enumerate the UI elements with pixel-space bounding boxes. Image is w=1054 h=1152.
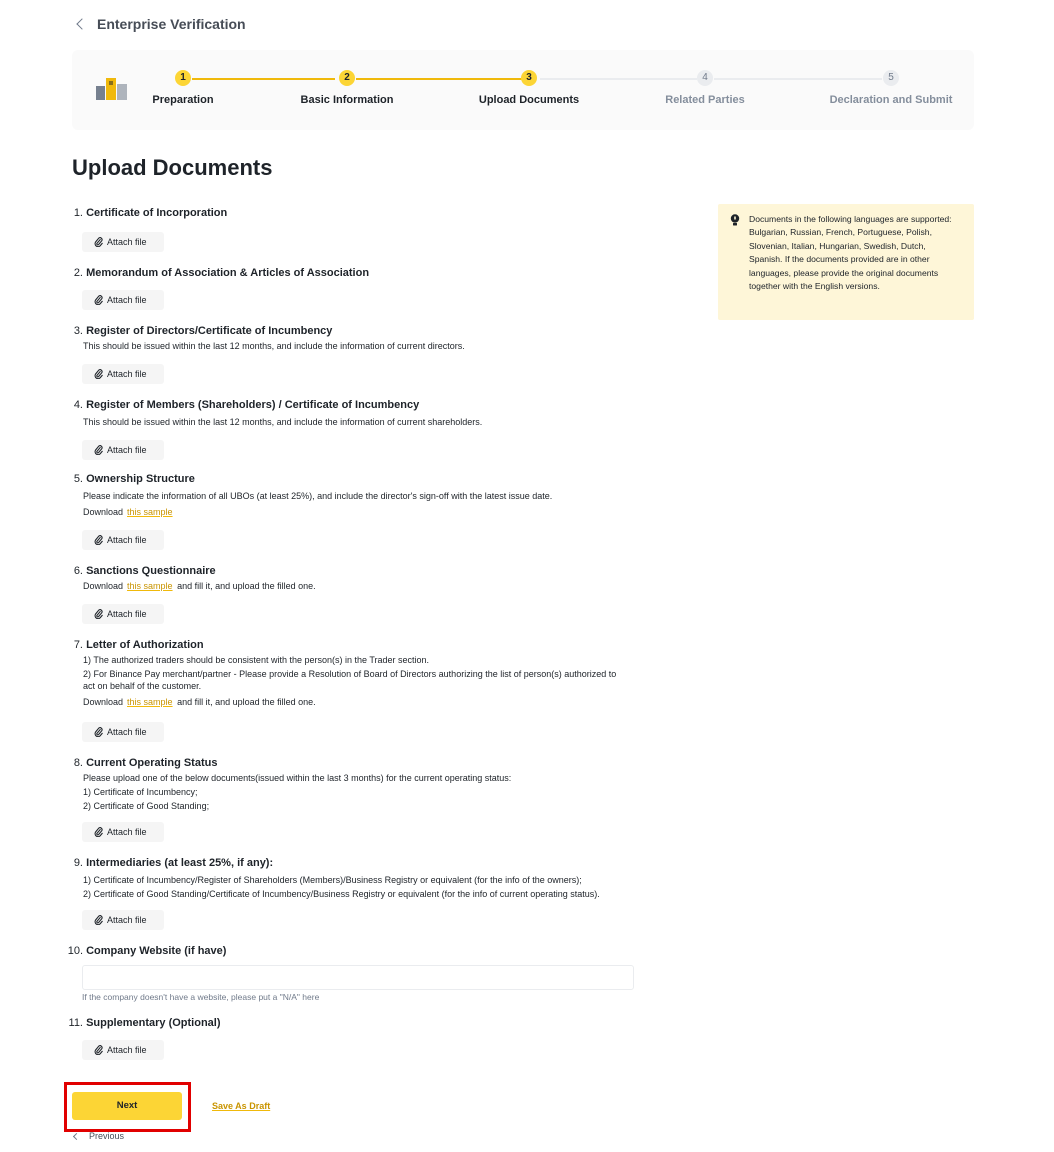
document-title-text: Register of Members (Shareholders) / Certificate of Incumbency bbox=[86, 399, 420, 411]
step-label: Basic Information bbox=[300, 94, 394, 106]
document-number: 8. bbox=[73, 757, 83, 769]
attach-file-label: Attach file bbox=[107, 295, 147, 305]
document-number: 11. bbox=[68, 1017, 83, 1029]
document-title-text: Certificate of Incorporation bbox=[86, 207, 228, 219]
document-description: 1) The authorized traders should be consistent with the person(s) in the Trader section. bbox=[83, 655, 430, 665]
document-item bbox=[58, 564, 658, 592]
attach-file-button[interactable] bbox=[82, 232, 164, 252]
step-preparation bbox=[93, 70, 273, 106]
save-as-draft-link[interactable]: Save As Draft bbox=[212, 1101, 271, 1111]
download-sample-line bbox=[58, 580, 658, 592]
attach-file-button[interactable] bbox=[82, 364, 164, 384]
page-title: Upload Documents bbox=[72, 155, 273, 180]
document-title-text: Supplementary (Optional) bbox=[86, 1017, 221, 1029]
document-title-text: Current Operating Status bbox=[86, 757, 218, 769]
document-title bbox=[58, 206, 658, 220]
attach-file-button[interactable] bbox=[82, 722, 164, 742]
sample-link[interactable]: this sample bbox=[127, 581, 173, 591]
document-title bbox=[58, 944, 658, 958]
attach-file-label: Attach file bbox=[107, 369, 147, 379]
document-description: This should be issued within the last 12 months, and include the information of current shareholders. bbox=[83, 417, 483, 427]
download-label: Download bbox=[83, 581, 124, 591]
document-number: 7. bbox=[73, 639, 83, 651]
lightbulb-icon bbox=[730, 214, 740, 226]
document-title bbox=[58, 564, 658, 578]
paperclip-icon bbox=[94, 445, 103, 455]
document-title bbox=[58, 472, 658, 486]
language-tip-box bbox=[718, 204, 974, 320]
document-description: 1) Certificate of Incumbency; bbox=[83, 787, 198, 797]
paperclip-icon bbox=[94, 609, 103, 619]
attach-file-button[interactable] bbox=[82, 910, 164, 930]
header-title: Enterprise Verification bbox=[97, 16, 246, 32]
document-number: 3. bbox=[73, 325, 83, 337]
document-number: 9. bbox=[73, 857, 83, 869]
attach-file-button[interactable] bbox=[82, 822, 164, 842]
attach-file-label: Attach file bbox=[107, 237, 147, 247]
download-label: Download bbox=[83, 697, 124, 707]
attach-file-label: Attach file bbox=[107, 609, 147, 619]
website-input-hint: If the company doesn't have a website, please put a "N/A" here bbox=[82, 992, 320, 1002]
step-label: Upload Documents bbox=[478, 94, 580, 106]
sample-link[interactable]: this sample bbox=[127, 697, 173, 707]
document-description: 2) Certificate of Good Standing; bbox=[83, 801, 210, 811]
highlight-box bbox=[64, 1082, 191, 1132]
document-description: 1) Certificate of Incumbency/Register of Shareholders (Members)/Business Registry or equivalent (for the info of the owners); bbox=[83, 875, 582, 885]
document-title-text: Intermediaries (at least 25%, if any): bbox=[86, 857, 274, 869]
document-item bbox=[58, 1016, 658, 1030]
paperclip-icon bbox=[94, 727, 103, 737]
previous-label: Previous bbox=[89, 1131, 125, 1141]
document-item bbox=[58, 856, 658, 900]
document-title bbox=[58, 856, 658, 870]
step-label: Related Parties bbox=[665, 94, 745, 106]
step-label: Declaration and Submit bbox=[829, 94, 953, 106]
step-label: Preparation bbox=[152, 94, 214, 106]
document-description: This should be issued within the last 12 months, and include the information of current directors. bbox=[83, 341, 465, 351]
document-number: 10. bbox=[67, 945, 83, 957]
next-button[interactable]: Next bbox=[72, 1092, 182, 1120]
paperclip-icon bbox=[94, 1045, 103, 1055]
download-sample-line bbox=[58, 696, 658, 708]
attach-file-label: Attach file bbox=[107, 1045, 147, 1055]
chevron-left-icon bbox=[73, 1132, 80, 1139]
attach-file-label: Attach file bbox=[107, 727, 147, 737]
step-number: 1 bbox=[175, 70, 191, 86]
document-item bbox=[58, 472, 658, 518]
document-title bbox=[58, 638, 658, 652]
previous-link[interactable] bbox=[74, 1131, 124, 1141]
step-declaration-submit bbox=[801, 70, 981, 106]
document-title bbox=[58, 324, 658, 338]
progress-stepper bbox=[72, 50, 974, 130]
step-number: 4 bbox=[697, 70, 713, 86]
document-description: 2) Certificate of Good Standing/Certificate of Incumbency/Business Registry or equivalent (for the info of current operating status). bbox=[83, 889, 600, 899]
attach-file-button[interactable] bbox=[82, 604, 164, 624]
attach-file-button[interactable] bbox=[82, 1040, 164, 1060]
paperclip-icon bbox=[94, 535, 103, 545]
document-item bbox=[58, 756, 658, 812]
step-related-parties bbox=[615, 70, 795, 106]
tip-text: Documents in the following languages are supported: Bulgarian, Russian, French, Portuguese, Polish, Slovenian, Italian, Hungarian, Swedish, Dutch, Spanish. If the documents provided are in other languages, please provide the original documents together with the English versions. bbox=[749, 214, 952, 292]
after-link-text: and fill it, and upload the filled one. bbox=[177, 581, 316, 591]
document-number: 5. bbox=[73, 473, 83, 485]
document-title-text: Ownership Structure bbox=[86, 473, 195, 485]
document-number: 4. bbox=[73, 399, 83, 411]
document-number: 1. bbox=[73, 207, 83, 219]
document-item bbox=[58, 324, 658, 352]
paperclip-icon bbox=[94, 369, 103, 379]
document-title-text: Memorandum of Association & Articles of Association bbox=[86, 267, 370, 279]
paperclip-icon bbox=[94, 237, 103, 247]
attach-file-button[interactable] bbox=[82, 290, 164, 310]
document-title bbox=[58, 756, 658, 770]
document-item bbox=[58, 398, 658, 428]
step-upload-documents bbox=[439, 70, 619, 106]
document-description: 2) For Binance Pay merchant/partner - Please provide a Resolution of Board of Directors authorizing the list of person(s) authorized to act on behalf of the customer. bbox=[83, 669, 617, 691]
document-title bbox=[58, 266, 658, 280]
attach-file-button[interactable] bbox=[82, 530, 164, 550]
step-basic-information bbox=[257, 70, 437, 106]
after-link-text: and fill it, and upload the filled one. bbox=[177, 697, 316, 707]
paperclip-icon bbox=[94, 295, 103, 305]
back-chevron-icon[interactable] bbox=[76, 18, 87, 29]
attach-file-button[interactable] bbox=[82, 440, 164, 460]
document-title-text: Company Website (if have) bbox=[86, 945, 227, 957]
document-item bbox=[58, 266, 658, 280]
step-number: 2 bbox=[339, 70, 355, 86]
document-title bbox=[58, 398, 658, 412]
document-title bbox=[58, 1016, 658, 1030]
step-number: 5 bbox=[883, 70, 899, 86]
sample-link[interactable]: this sample bbox=[127, 507, 173, 517]
download-sample-line bbox=[58, 506, 658, 518]
document-description: Please upload one of the below documents(issued within the last 3 months) for the current operating status: bbox=[83, 773, 512, 783]
download-label: Download bbox=[83, 507, 124, 517]
paperclip-icon bbox=[94, 827, 103, 837]
document-description: Please indicate the information of all UBOs (at least 25%), and include the director's sign-off with the latest issue date. bbox=[83, 491, 553, 501]
document-title-text: Letter of Authorization bbox=[86, 639, 204, 651]
document-item bbox=[58, 638, 658, 708]
document-title-text: Register of Directors/Certificate of Incumbency bbox=[86, 325, 333, 337]
document-number: 6. bbox=[73, 565, 83, 577]
attach-file-label: Attach file bbox=[107, 827, 147, 837]
company-website-input[interactable] bbox=[82, 965, 634, 990]
document-item bbox=[58, 944, 658, 958]
attach-file-label: Attach file bbox=[107, 445, 147, 455]
step-number: 3 bbox=[521, 70, 537, 86]
attach-file-label: Attach file bbox=[107, 535, 147, 545]
document-item bbox=[58, 206, 658, 220]
attach-file-label: Attach file bbox=[107, 915, 147, 925]
paperclip-icon bbox=[94, 915, 103, 925]
document-title-text: Sanctions Questionnaire bbox=[86, 565, 216, 577]
page-header bbox=[74, 14, 246, 34]
document-number: 2. bbox=[73, 267, 83, 279]
